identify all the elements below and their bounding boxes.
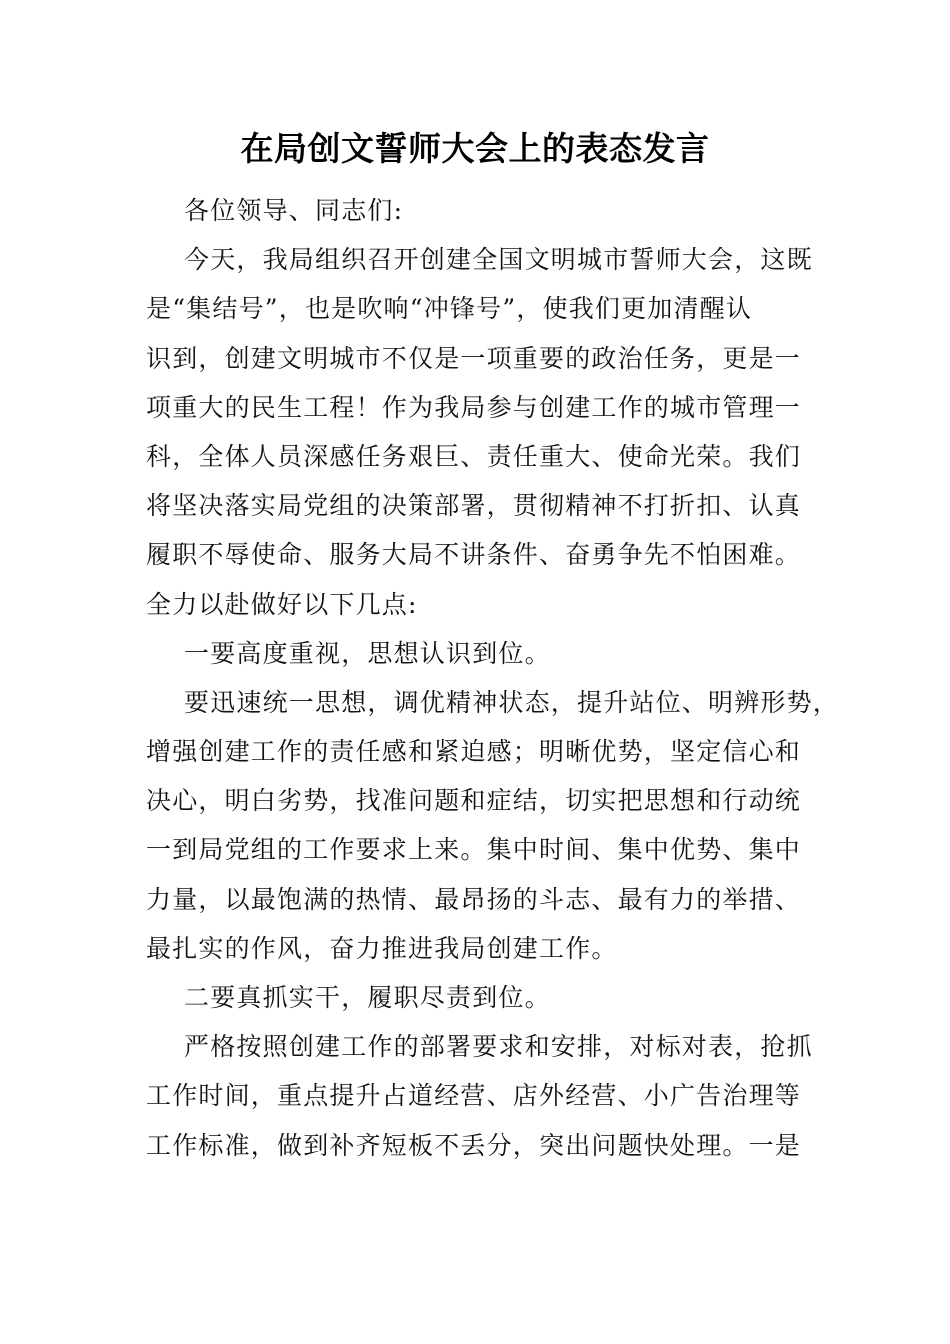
paragraph-line: 工作标准，做到补齐短板不丢分，突出问题快处理。一是	[146, 1130, 802, 1160]
document-title: 在局创文誓师大会上的表态发言	[240, 129, 710, 168]
paragraph-line: 增强创建工作的责任感和紧迫感；明晰优势，坚定信心和	[146, 737, 802, 767]
paragraph-line: 履职不辱使命、服务大局不讲条件、奋勇争先不怕困难。	[146, 540, 802, 570]
paragraph-line: 最扎实的作风，奋力推进我局创建工作。	[146, 933, 618, 963]
paragraph-line: 一到局党组的工作要求上来。集中时间、集中优势、集中	[146, 835, 802, 865]
paragraph-line: 识到，创建文明城市不仅是一项重要的政治任务，更是一	[146, 343, 802, 373]
paragraph-line: 将坚决落实局党组的决策部署，贯彻精神不打折扣、认真	[146, 491, 802, 521]
paragraph-line: 是“集结号”，也是吹响“冲锋号”，使我们更加清醒认	[146, 294, 753, 324]
paragraph-line: 科，全体人员深感任务艰巨、责任重大、使命光荣。我们	[146, 441, 802, 471]
paragraph-line: 项重大的民生工程！作为我局参与创建工作的城市管理一	[146, 392, 802, 422]
paragraph-line: 严格按照创建工作的部署要求和安排，对标对表，抢抓	[184, 1032, 813, 1062]
section-heading: 二要真抓实干，履职尽责到位。	[184, 983, 551, 1012]
document-body	[146, 186, 840, 1170]
paragraph-line: 全力以赴做好以下几点:	[146, 589, 418, 619]
section-heading: 一要高度重视，思想认识到位。	[184, 638, 551, 668]
paragraph-line: 今天，我局组织召开创建全国文明城市誓师大会，这既	[184, 245, 813, 275]
paragraph-line: 决心，明白劣势，找准问题和症结，切实把思想和行动统	[146, 786, 802, 816]
paragraph-line: 力量，以最饱满的热情、最昂扬的斗志、最有力的举措、	[146, 884, 802, 914]
paragraph-line: 要迅速统一思想，调优精神状态，提升站位、明辨形势，	[184, 687, 840, 717]
paragraph-line: 工作时间，重点提升占道经营、店外经营、小广告治理等	[146, 1081, 802, 1111]
salutation-line: 各位领导、同志们:	[184, 196, 404, 225]
